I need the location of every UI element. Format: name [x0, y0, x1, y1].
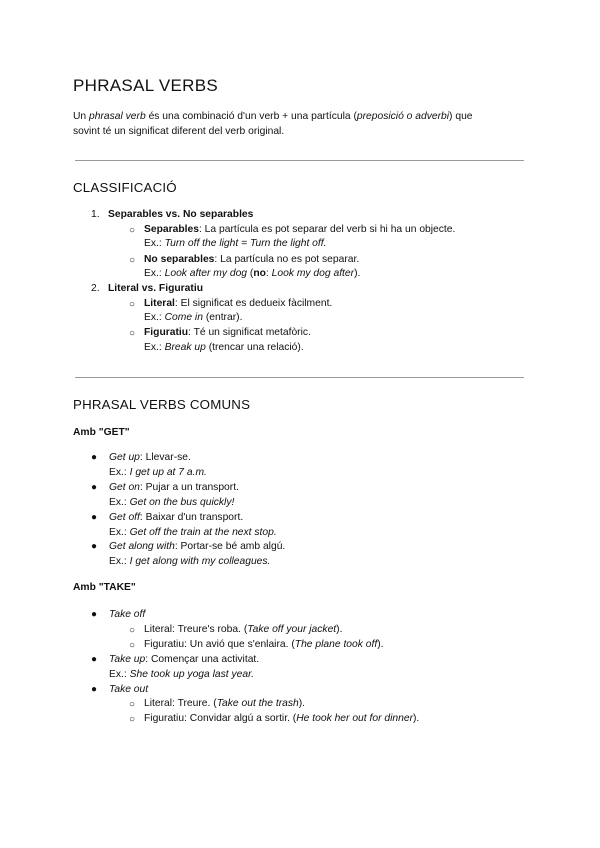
example-prefix: Ex.:	[109, 497, 130, 508]
description: : Portar-se bé amb algú.	[174, 541, 286, 552]
divider	[75, 160, 524, 161]
example-text: Look my dog after	[271, 268, 355, 279]
example-prefix: Ex.:	[109, 556, 130, 567]
term: Literal	[144, 298, 175, 309]
term: Separables	[144, 224, 199, 235]
example-prefix: Ex.:	[144, 268, 165, 279]
example-text: Break up	[164, 342, 206, 353]
list-item	[144, 326, 311, 340]
description: : La partícula no es pot separar.	[214, 254, 360, 265]
divider	[75, 377, 524, 378]
verb: Get up	[109, 452, 140, 463]
bullet-icon: ●	[91, 609, 98, 620]
circle-bullet-icon: ○	[129, 225, 136, 236]
bullet-icon: ●	[91, 541, 98, 552]
verb: Get off	[109, 512, 140, 523]
example-text: :	[265, 268, 272, 279]
description: ).	[413, 713, 420, 724]
example-text: Come in	[164, 312, 203, 323]
example-text: no	[253, 268, 266, 279]
example-text: Look after my dog	[164, 268, 248, 279]
description: Figuratiu: Convidar algú a sortir. (	[144, 713, 297, 724]
example-prefix: Ex.:	[109, 669, 130, 680]
example-text: (trencar una relació).	[205, 342, 304, 353]
verb: Take out	[109, 684, 149, 695]
list-item	[109, 451, 191, 465]
list-item	[109, 511, 243, 525]
example-prefix: Ex.:	[144, 238, 165, 249]
example-text: I get up at 7 a.m.	[129, 467, 207, 478]
example-line	[144, 267, 360, 281]
intro-paragraph	[73, 109, 523, 139]
bullet-icon: ●	[91, 452, 98, 463]
intro-text: Un	[73, 111, 90, 122]
description: Literal: Treure. (	[144, 698, 217, 709]
example-text: He took her out for dinner	[296, 713, 413, 724]
list-number: 1.	[91, 209, 100, 220]
example-prefix: Ex.:	[109, 467, 130, 478]
list-item-label: Literal vs. Figuratiu	[108, 283, 203, 294]
example-text: (	[247, 268, 254, 279]
circle-bullet-icon: ○	[129, 255, 136, 266]
example-text: ).	[354, 268, 361, 279]
intro-term: preposició o adverbi	[356, 111, 450, 122]
circle-bullet-icon: ○	[129, 299, 136, 310]
example-text: The plane took off	[294, 639, 378, 650]
description: : Començar una activitat.	[145, 654, 260, 665]
term: Figuratiu	[144, 327, 189, 338]
list-number: 2.	[91, 283, 100, 294]
intro-text: ) que	[449, 111, 473, 122]
example-text: Take off your jacket	[247, 624, 337, 635]
subsection-heading-get: Amb "GET"	[73, 427, 130, 438]
description: : Llevar-se.	[139, 452, 191, 463]
example-line	[109, 466, 207, 480]
list-item	[144, 297, 332, 311]
list-item	[109, 653, 259, 667]
description: : Té un significat metafòric.	[188, 327, 311, 338]
circle-bullet-icon: ○	[129, 625, 136, 636]
verb: Get on	[109, 482, 140, 493]
list-item	[109, 540, 285, 554]
section-heading-classificacio: CLASSIFICACIÓ	[73, 180, 177, 195]
intro-text: és una combinació d'un verb + una partícula (	[145, 111, 357, 122]
bullet-icon: ●	[91, 482, 98, 493]
section-heading-comuns: PHRASAL VERBS COMUNS	[73, 397, 251, 412]
example-line	[144, 311, 242, 325]
example-prefix: Ex.:	[144, 342, 165, 353]
description: ).	[336, 624, 343, 635]
description: : El significat es dedueix fàcilment.	[174, 298, 333, 309]
description: ).	[377, 639, 384, 650]
example-line	[144, 237, 327, 251]
list-item	[144, 223, 455, 237]
example-text: Get off the train at the next stop.	[129, 527, 277, 538]
example-text: I get along with my colleagues.	[129, 556, 271, 567]
list-item	[144, 697, 305, 711]
list-item	[144, 638, 384, 652]
intro-text: sovint té un significat diferent del verb original.	[73, 126, 285, 137]
example-text: (entrar).	[202, 312, 243, 323]
bullet-icon: ●	[91, 654, 98, 665]
example-line	[109, 555, 270, 569]
example-line	[109, 668, 254, 682]
list-item	[109, 481, 239, 495]
example-text: Get on the bus quickly!	[129, 497, 235, 508]
term: No separables	[144, 254, 215, 265]
bullet-icon: ●	[91, 512, 98, 523]
list-item	[144, 253, 359, 267]
verb: Get along with	[109, 541, 175, 552]
subsection-heading-take: Amb "TAKE"	[73, 582, 136, 593]
example-prefix: Ex.:	[144, 312, 165, 323]
page-title: PHRASAL VERBS	[73, 76, 218, 95]
circle-bullet-icon: ○	[129, 640, 136, 651]
verb: Take up	[109, 654, 146, 665]
example-line	[109, 526, 277, 540]
example-prefix: Ex.:	[109, 527, 130, 538]
list-item	[144, 623, 342, 637]
intro-term: phrasal verb	[89, 111, 146, 122]
example-text: Turn off the light = Turn the light off.	[164, 238, 327, 249]
description: ).	[298, 698, 306, 709]
circle-bullet-icon: ○	[129, 328, 136, 339]
list-item-label: Separables vs. No separables	[108, 209, 254, 220]
verb: Take off	[109, 609, 146, 620]
example-line	[144, 341, 304, 355]
list-item	[144, 712, 419, 726]
example-text: Take out the trash	[216, 698, 299, 709]
description: : Baixar d'un transport.	[139, 512, 244, 523]
bullet-icon: ●	[91, 684, 98, 695]
description: : Pujar a un transport.	[139, 482, 239, 493]
description: Figuratiu: Un avió que s'enlaira. (	[144, 639, 295, 650]
example-line	[109, 496, 234, 510]
description: Literal: Treure's roba. (	[144, 624, 248, 635]
circle-bullet-icon: ○	[129, 714, 136, 725]
description: : La partícula es pot separar del verb si hi ha un objecte.	[198, 224, 456, 235]
example-text: She took up yoga last year.	[129, 669, 255, 680]
circle-bullet-icon: ○	[129, 699, 136, 710]
